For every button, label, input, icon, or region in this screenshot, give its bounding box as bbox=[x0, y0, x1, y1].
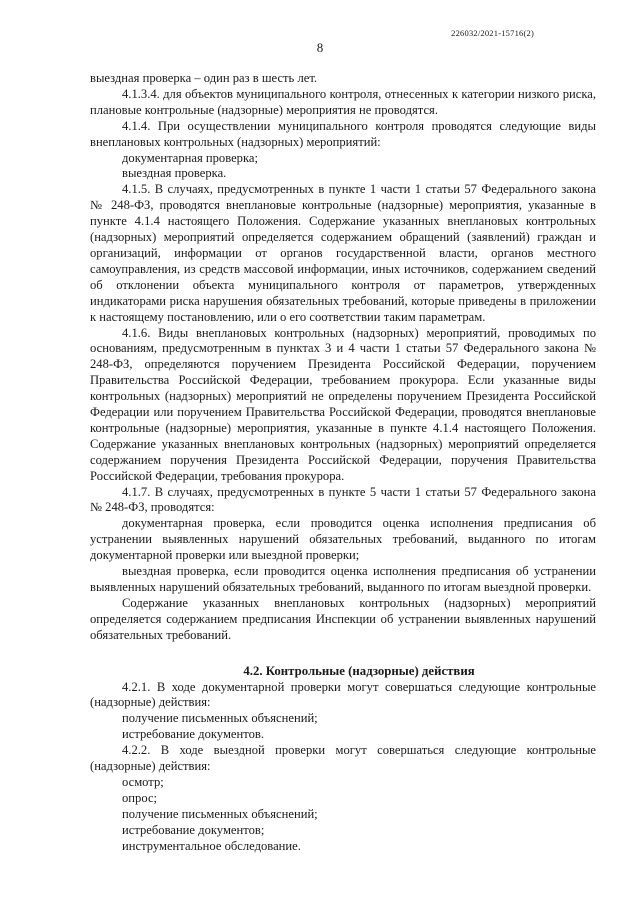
paragraph: Содержание указанных внеплановых контрольных (надзорных) мероприятий определяется содержанием предписания Инспекции об устранении выявленных нарушений обязательных требований. bbox=[90, 595, 596, 642]
list-item: опрос; bbox=[122, 790, 158, 805]
list-item: выездная проверка, если проводится оценка исполнения предписания об устранении выявленных нарушений обязательных требований, выданного по итогам выездной проверки. bbox=[90, 564, 596, 594]
paragraph: 4.2.1. В ходе документарной проверки могут совершаться следующие контрольные (надзорные) действия: bbox=[90, 679, 596, 710]
list-item: документарная проверка, если проводится оценка исполнения предписания об устранении выявленных нарушений обязательных требований, выданного по итогам документарной проверки или выездной проверки; bbox=[90, 516, 596, 563]
list-item: истребование документов. bbox=[122, 727, 264, 742]
paragraph: 4.1.3.4. для объектов муниципального контроля, отнесенных к категории низкого риска, плановые контрольные (надзорные) мероприятия не проводятся. bbox=[90, 86, 596, 117]
paragraph: 4.2.2. В ходе выездной проверки могут совершаться следующие контрольные (надзорные) действия: bbox=[90, 743, 596, 774]
list-item: документарная проверка; bbox=[122, 150, 258, 165]
list-item: осмотр; bbox=[122, 774, 164, 789]
document-body bbox=[90, 71, 596, 855]
document-id: 226032/2021-15716(2) bbox=[451, 28, 534, 38]
page-number: 8 bbox=[316, 40, 324, 55]
section-title: 4.2. Контрольные (надзорные) действия bbox=[243, 663, 475, 678]
paragraph: 4.1.5. В случаях, предусмотренных в пункте 1 части 1 статьи 57 Федерального закона № 248-ФЗ, проводятся внеплановые контрольные (надзорные) мероприятия, указанные в пункте 4.1.4 настоящего Положения. Содержание указанных внеплановых контрольных (надзорных) мероприятий определяется содержанием обращений (заявлений) граждан и организаций, информации от органов государственной власти, органов местного самоуправления, из средств массовой информации, иных источников, содержанием сведений об отклонении объекта муниципального контроля от параметров, утвержденных индикаторами риска нарушения обязательных требований, которые приведены в приложении к настоящему постановлению, или о его соответствии таким параметрам. bbox=[90, 182, 596, 324]
list-item: истребование документов; bbox=[122, 822, 265, 837]
paragraph: 4.1.6. Виды внеплановых контрольных (надзорных) мероприятий, проводимых по основаниям, предусмотренным в пунктах 3 и 4 части 1 статьи 57 Федерального закона № 248-ФЗ, определяются поручением Президента Российской Федерации, поручением Правительства Российской Федерации, требованием прокурора. Если указанные виды контрольных (надзорных) мероприятий не определены поручением Президента Российской Федерации или поручением Правительства Российской Федерации, проводятся внеплановые контрольные (надзорные) мероприятия, указанные в пункте 4.1.4 настоящего Положения. Содержание указанных внеплановых контрольных (надзорных) мероприятий определяется содержанием поручения Президента Российской Федерации, поручения Правительства Российской Федерации, требования прокурора. bbox=[90, 325, 596, 483]
list-item: получение письменных объяснений; bbox=[122, 711, 318, 726]
list-item: выездная проверка. bbox=[122, 166, 227, 181]
paragraph: выездная проверка – один раз в шесть лет. bbox=[90, 71, 318, 85]
paragraph: 4.1.7. В случаях, предусмотренных в пункте 5 части 1 статьи 57 Федерального закона № 248-ФЗ, проводятся: bbox=[90, 484, 596, 515]
list-item: инструментальное обследование. bbox=[122, 838, 301, 853]
list-item: получение письменных объяснений; bbox=[122, 806, 318, 821]
paragraph: 4.1.4. При осуществлении муниципального контроля проводятся следующие виды внеплановых контрольных (надзорных) мероприятий: bbox=[90, 118, 596, 149]
